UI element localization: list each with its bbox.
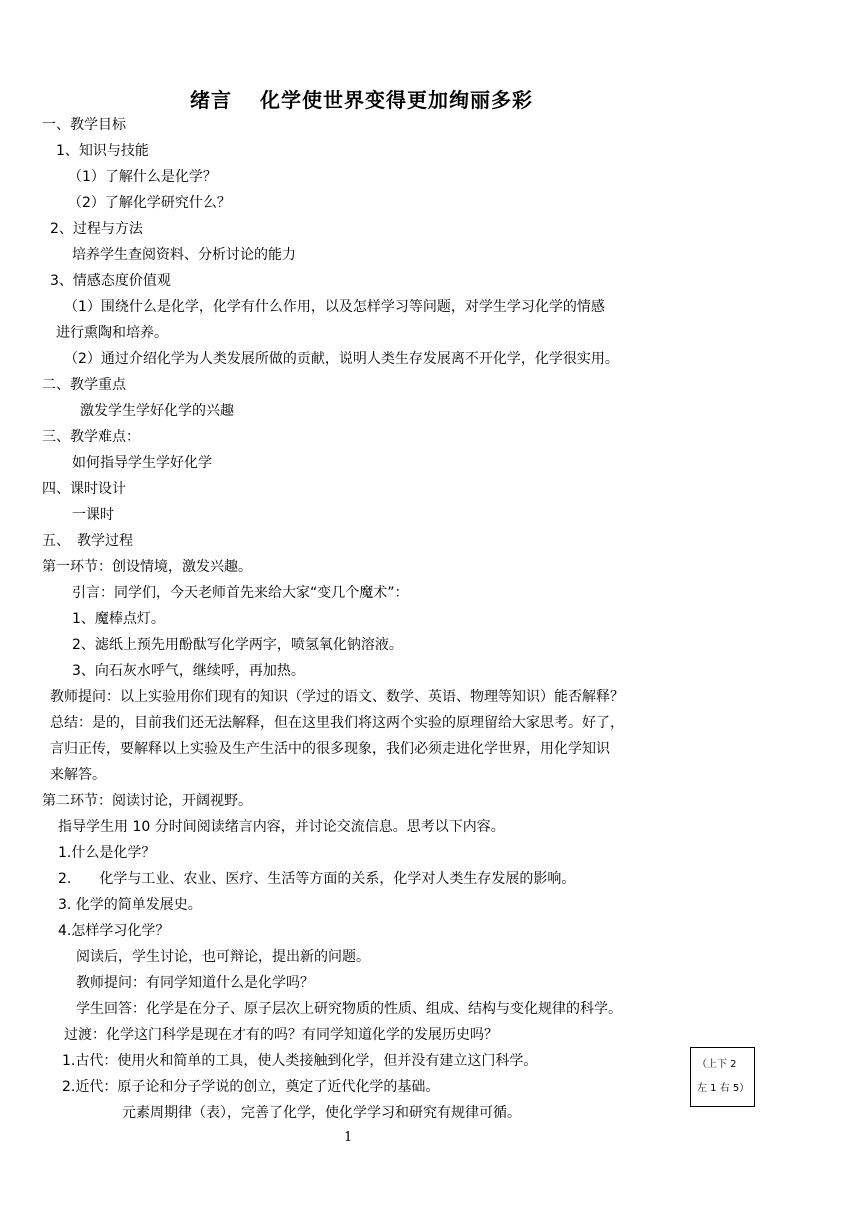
paragraph-line: 过渡：化学这门科学是现在才有的吗？有同学知道化学的发展历史吗？ <box>64 1027 498 1043</box>
paragraph-line: 教师提问：有同学知道什么是化学吗？ <box>76 975 314 991</box>
paragraph-line: 教师提问：以上实验用你们现有的知识（学过的语文、数学、英语、物理等知识）能否解释？ <box>50 689 624 705</box>
paragraph-line: 学生回答：化学是在分子、原子层次上研究物质的性质、组成、结构与变化规律的科学。 <box>76 1001 622 1017</box>
list-item: 2.近代：原子论和分子学说的创立，奠定了近代化学的基础。 <box>62 1079 440 1095</box>
paragraph-line: 激发学生学好化学的兴趣 <box>80 403 234 419</box>
subsection-heading: 2、过程与方法 <box>50 221 143 237</box>
section-heading: 四、课时设计 <box>42 481 126 497</box>
list-item: 4.怎样学习化学？ <box>58 923 170 939</box>
list-item: 3、向石灰水呼气，继续呼，再加热。 <box>72 663 305 679</box>
section-heading: 二、教学重点 <box>42 377 126 393</box>
paragraph-line: 一课时 <box>72 507 114 523</box>
annotation-line: 左 1 右 5） <box>697 1083 750 1094</box>
list-item: 2. 化学与工业、农业、医疗、生活等方面的关系，化学对人类生存发展的影响。 <box>58 871 576 887</box>
page-number: 1 <box>344 1130 353 1145</box>
list-item: （1）围绕什么是化学，化学有什么作用，以及怎样学习等问题，对学生学习化学的情感 <box>64 299 605 315</box>
subsection-heading: 1、知识与技能 <box>56 143 149 159</box>
paragraph-line: 引言：同学们，今天老师首先来给大家“变几个魔术”： <box>72 585 409 601</box>
annotation-line: （上下 2 <box>697 1059 737 1070</box>
section-heading: 一、教学目标 <box>42 117 126 133</box>
stage-heading: 第一环节：创设情境，激发兴趣。 <box>42 559 252 575</box>
page-title <box>190 84 533 113</box>
paragraph-line: 指导学生用 10 分时间阅读绪言内容，并讨论交流信息。思考以下内容。 <box>58 819 505 835</box>
section-heading: 三、教学难点： <box>42 429 140 445</box>
title-main: 化学使世界变得更加绚丽多彩 <box>260 88 533 112</box>
paragraph-line: 进行熏陶和培养。 <box>56 325 168 341</box>
list-item: 1、魔棒点灯。 <box>72 611 165 627</box>
list-item: （2）了解化学研究什么？ <box>68 195 231 211</box>
stage-heading: 第二环节：阅读讨论，开阔视野。 <box>42 793 252 809</box>
list-item: 1.古代：使用火和简单的工具，使人类接触到化学，但并没有建立这门科学。 <box>62 1053 538 1069</box>
paragraph-line: 言归正传，要解释以上实验及生产生活中的很多现象，我们必须走进化学世界，用化学知识 <box>50 741 610 757</box>
list-item: （1）了解什么是化学？ <box>68 169 217 185</box>
paragraph-line: 总结：是的，目前我们还无法解释，但在这里我们将这两个实验的原理留给大家思考。好了， <box>50 715 624 731</box>
annotation-box <box>690 1047 755 1107</box>
list-item: 2、滤纸上预先用酚酞写化学两字，喷氢氧化钠溶液。 <box>72 637 403 653</box>
subsection-heading: 3、情感态度价值观 <box>50 273 171 289</box>
paragraph-line: 如何指导学生学好化学 <box>72 455 212 471</box>
paragraph-line: 来解答。 <box>50 767 106 783</box>
paragraph-line: 元素周期律（表），完善了化学，使化学学习和研究有规律可循。 <box>122 1105 521 1121</box>
paragraph-line: 阅读后，学生讨论，也可辩论，提出新的问题。 <box>76 949 370 965</box>
section-heading: 五、 教学过程 <box>42 533 133 549</box>
title-prefix: 绪言 <box>190 88 232 112</box>
paragraph-line: 培养学生查阅资料、分析讨论的能力 <box>72 247 296 263</box>
list-item: （2）通过介绍化学为人类发展所做的贡献，说明人类生存发展离不开化学，化学很实用。 <box>64 351 619 367</box>
list-item: 1.什么是化学？ <box>58 845 156 861</box>
list-item: 3. 化学的简单发展史。 <box>58 897 202 913</box>
